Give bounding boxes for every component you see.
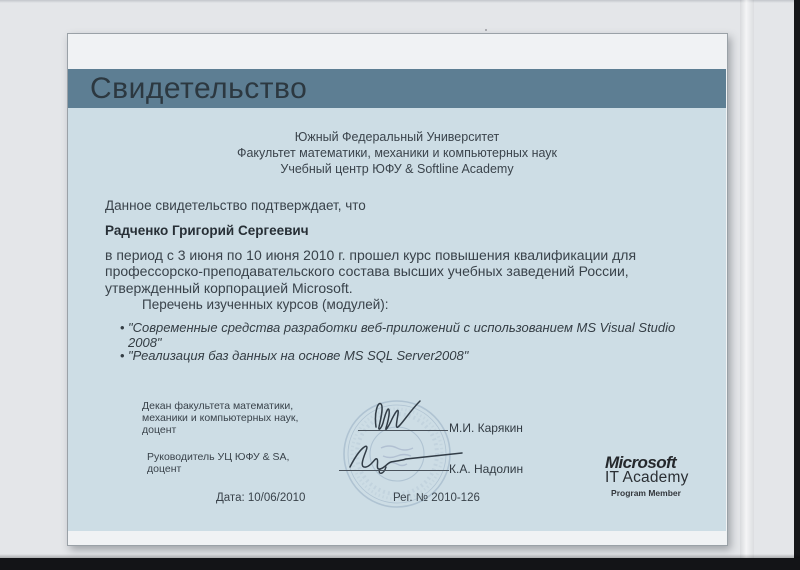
issuer-header	[68, 129, 726, 177]
signatory-role-line: Руководитель УЦ ЮФУ & SA,	[147, 451, 290, 463]
scan-right-black-edge	[794, 0, 800, 570]
issuer-line-university: Южный Федеральный Университет	[294, 130, 500, 144]
bullet-icon: •	[120, 320, 125, 335]
signatory-role	[142, 401, 298, 436]
course-title: "Современные средства разработки веб-приложений с использованием MS Visual Studio 2008"	[128, 320, 676, 350]
signatory-role	[147, 452, 289, 476]
issuer-line-faculty: Факультет математики, механики и компьютерных наук	[236, 146, 558, 160]
signature-line	[358, 430, 448, 431]
issue-date: Дата: 10/06/2010	[216, 492, 306, 504]
course-description	[105, 247, 705, 296]
microsoft-it-academy-logo	[605, 455, 705, 498]
it-academy-label: IT Academy	[605, 469, 689, 486]
microsoft-wordmark: Microsoft	[605, 453, 677, 472]
title-band	[68, 69, 726, 108]
certificate-paper	[67, 33, 728, 546]
certificate-title: Свидетельство	[90, 72, 308, 105]
signature-line	[339, 470, 449, 471]
course-list-item	[120, 320, 698, 350]
signatory-role-line: доцент	[147, 462, 182, 475]
program-member-label: Program Member	[611, 488, 681, 498]
signatory-name: М.И. Карякин	[449, 421, 523, 435]
scan-bottom-black-edge	[0, 558, 800, 570]
course-title: "Реализация баз данных на основе MS SQL Server2008"	[128, 348, 469, 363]
dust-speck	[485, 29, 487, 31]
certificate-body-panel	[68, 108, 726, 531]
registration-number: Рег. № 2010-126	[393, 492, 480, 504]
courses-list-heading: Перечень изученных курсов (модулей):	[142, 297, 389, 312]
paper-fold-line	[740, 0, 754, 570]
course-description-line: утвержденный корпорацией Microsoft.	[105, 279, 353, 296]
signatory-role-line: Декан факультета математики,	[142, 400, 294, 412]
signature-icon	[368, 398, 430, 432]
course-list-item	[120, 348, 468, 363]
recipient-name: Радченко Григорий Сергеевич	[105, 223, 309, 238]
bullet-icon: •	[120, 348, 125, 363]
signatory-role-line: механики и компьютерных наук,	[142, 411, 299, 424]
scan-top-edge	[0, 0, 800, 3]
course-description-line: профессорско-преподавательского состава высших учебных заведений России,	[105, 263, 629, 280]
signatory-role-line: доцент	[142, 423, 177, 436]
signatory-name: К.А. Надолин	[449, 462, 524, 476]
issuer-line-center: Учебный центр ЮФУ & Softline Academy	[280, 162, 514, 176]
course-description-line: в период с 3 июня по 10 июня 2010 г. прошел курс повышения квалификации для	[105, 247, 637, 263]
intro-statement: Данное свидетельство подтверждает, что	[105, 198, 366, 213]
